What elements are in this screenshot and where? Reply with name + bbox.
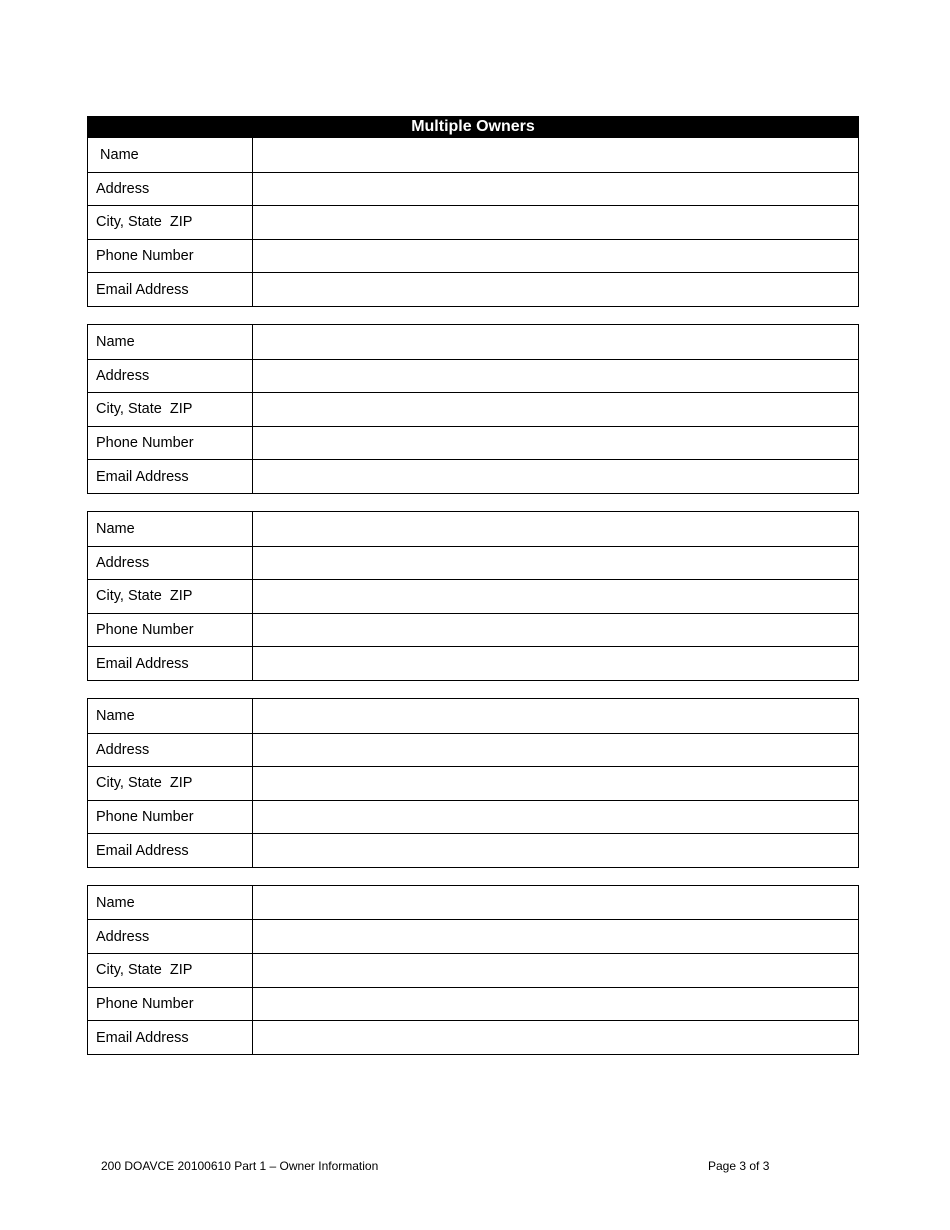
owner-5-city-row: [88, 953, 858, 987]
owner-1-email-row: [88, 272, 858, 306]
owner-2-phone-field[interactable]: [253, 427, 858, 460]
owner-2-city-field[interactable]: [253, 393, 858, 426]
owner-4-name-row: [88, 699, 858, 733]
owner-4-phone-label: Phone Number: [88, 801, 253, 834]
owner-3-name-row: [88, 512, 858, 546]
owner-1-name-row: [88, 138, 858, 172]
owner-4-email-row: [88, 833, 858, 867]
owner-2-email-label: Email Address: [88, 460, 253, 493]
footer-form-id: 200 DOAVCE 20100610 Part 1 – Owner Information: [101, 1159, 379, 1173]
owner-5-phone-row: [88, 987, 858, 1021]
owner-3-email-row: [88, 646, 858, 680]
owner-block-2: [87, 324, 859, 494]
owner-4-address-row: [88, 733, 858, 767]
owner-5-phone-field[interactable]: [253, 988, 858, 1021]
owner-5-city-label: City, State ZIP: [88, 954, 253, 987]
owner-2-address-field[interactable]: [253, 360, 858, 393]
owner-5-city-field[interactable]: [253, 954, 858, 987]
owner-1-city-label: City, State ZIP: [88, 206, 253, 239]
owner-2-name-field[interactable]: [253, 325, 858, 359]
owner-2-phone-row: [88, 426, 858, 460]
owner-3-address-row: [88, 546, 858, 580]
section-title: Multiple Owners: [87, 116, 859, 138]
owner-5-address-row: [88, 919, 858, 953]
owner-1-name-label: Name: [88, 138, 253, 172]
owner-1-city-field[interactable]: [253, 206, 858, 239]
owner-4-address-field[interactable]: [253, 734, 858, 767]
owner-2-name-label: Name: [88, 325, 253, 359]
footer-page-number: Page 3 of 3: [708, 1159, 770, 1173]
owner-2-phone-label: Phone Number: [88, 427, 253, 460]
owner-4-city-row: [88, 766, 858, 800]
owner-4-phone-row: [88, 800, 858, 834]
owner-3-address-label: Address: [88, 547, 253, 580]
owner-4-name-label: Name: [88, 699, 253, 733]
owner-5-address-label: Address: [88, 920, 253, 953]
owner-1-email-label: Email Address: [88, 273, 253, 306]
owner-block-1: [87, 138, 859, 307]
owner-2-address-row: [88, 359, 858, 393]
owner-3-name-field[interactable]: [253, 512, 858, 546]
owner-4-city-field[interactable]: [253, 767, 858, 800]
owner-4-email-field[interactable]: [253, 834, 858, 867]
owner-3-address-field[interactable]: [253, 547, 858, 580]
owner-3-phone-label: Phone Number: [88, 614, 253, 647]
owner-3-city-field[interactable]: [253, 580, 858, 613]
owner-3-email-label: Email Address: [88, 647, 253, 680]
owner-4-phone-field[interactable]: [253, 801, 858, 834]
owner-1-city-row: [88, 205, 858, 239]
owner-2-city-row: [88, 392, 858, 426]
owner-3-phone-field[interactable]: [253, 614, 858, 647]
owner-5-email-label: Email Address: [88, 1021, 253, 1054]
owner-1-phone-label: Phone Number: [88, 240, 253, 273]
owner-5-address-field[interactable]: [253, 920, 858, 953]
owner-2-city-label: City, State ZIP: [88, 393, 253, 426]
owner-3-name-label: Name: [88, 512, 253, 546]
owner-4-email-label: Email Address: [88, 834, 253, 867]
owner-5-name-label: Name: [88, 886, 253, 920]
owner-4-address-label: Address: [88, 734, 253, 767]
owner-block-3: [87, 511, 859, 681]
owner-1-address-row: [88, 172, 858, 206]
owner-1-name-field[interactable]: [253, 138, 858, 172]
owner-block-4: [87, 698, 859, 868]
owner-1-address-label: Address: [88, 173, 253, 206]
owner-block-5: [87, 885, 859, 1055]
owner-2-name-row: [88, 325, 858, 359]
owner-4-city-label: City, State ZIP: [88, 767, 253, 800]
owner-1-phone-field[interactable]: [253, 240, 858, 273]
multiple-owners-form: [87, 116, 859, 1055]
owner-3-phone-row: [88, 613, 858, 647]
owner-5-email-field[interactable]: [253, 1021, 858, 1054]
owner-3-email-field[interactable]: [253, 647, 858, 680]
owner-1-email-field[interactable]: [253, 273, 858, 306]
owner-2-email-field[interactable]: [253, 460, 858, 493]
owner-3-city-label: City, State ZIP: [88, 580, 253, 613]
owner-5-phone-label: Phone Number: [88, 988, 253, 1021]
owner-4-name-field[interactable]: [253, 699, 858, 733]
owner-2-address-label: Address: [88, 360, 253, 393]
owner-1-phone-row: [88, 239, 858, 273]
owner-5-name-field[interactable]: [253, 886, 858, 920]
owner-1-address-field[interactable]: [253, 173, 858, 206]
owner-5-email-row: [88, 1020, 858, 1054]
owner-5-name-row: [88, 886, 858, 920]
owner-3-city-row: [88, 579, 858, 613]
owner-2-email-row: [88, 459, 858, 493]
